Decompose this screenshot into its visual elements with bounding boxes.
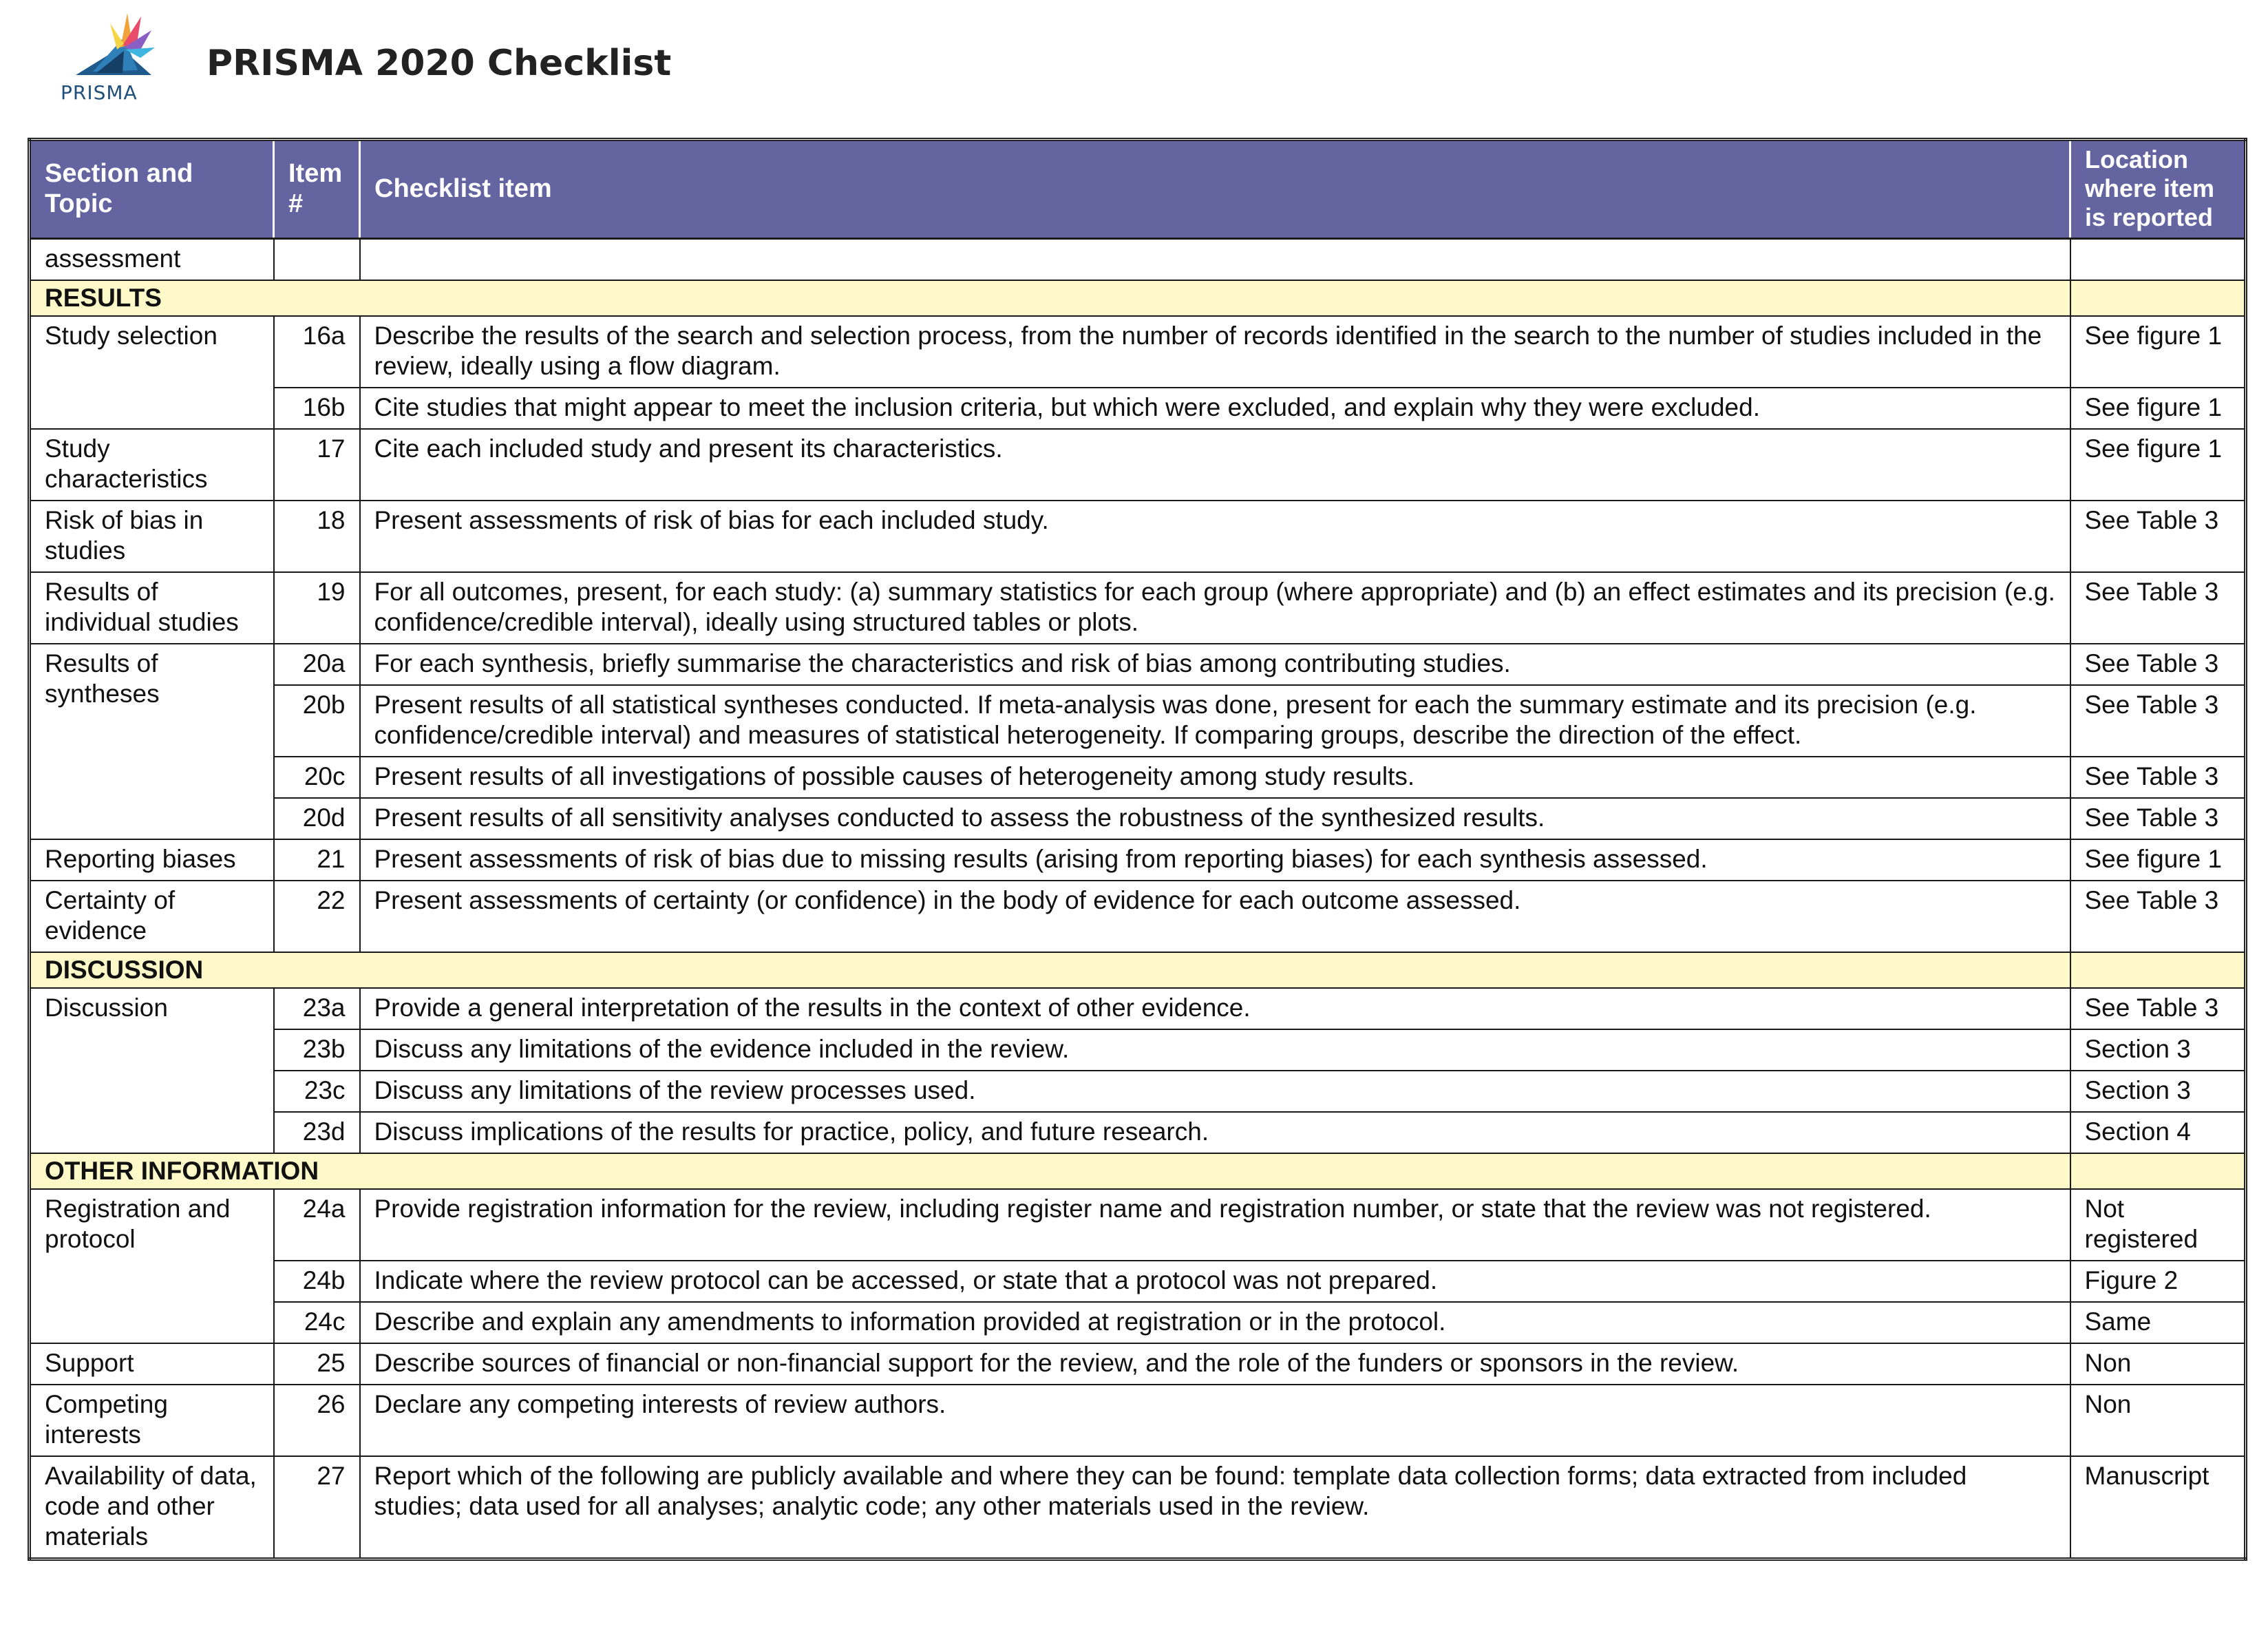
checklist-text-cell: Describe and explain any amendments to information provided at registration or in the protocol. bbox=[360, 1302, 2070, 1343]
checklist-text-cell: Discuss implications of the results for practice, policy, and future research. bbox=[360, 1112, 2070, 1153]
table-row bbox=[30, 1261, 2246, 1302]
checklist-text-cell: Cite each included study and present its characteristics. bbox=[360, 429, 2070, 501]
section-heading-fill bbox=[2070, 952, 2246, 988]
table-row bbox=[30, 1189, 2246, 1261]
table-row bbox=[30, 1029, 2246, 1071]
checklist-table bbox=[28, 138, 2247, 1561]
location-cell: Section 3 bbox=[2070, 1029, 2246, 1071]
checklist-text-cell: Present assessments of certainty (or confidence) in the body of evidence for each outcome assessed. bbox=[360, 881, 2070, 952]
item-number-cell: 16b bbox=[274, 388, 360, 429]
topic-cell: assessment bbox=[30, 239, 274, 281]
location-cell: See Table 3 bbox=[2070, 685, 2246, 757]
topic-cell: Reporting biases bbox=[30, 839, 274, 881]
checklist-text-cell: Present assessments of risk of bias for each included study. bbox=[360, 501, 2070, 572]
section-heading-label: DISCUSSION bbox=[30, 952, 2070, 988]
location-cell: See figure 1 bbox=[2070, 388, 2246, 429]
item-number-cell: 23d bbox=[274, 1112, 360, 1153]
topic-cell: Results of syntheses bbox=[30, 644, 274, 839]
table-row bbox=[30, 644, 2246, 685]
location-cell: See Table 3 bbox=[2070, 644, 2246, 685]
location-cell: See figure 1 bbox=[2070, 429, 2246, 501]
item-number-cell: 24a bbox=[274, 1189, 360, 1261]
item-number-cell: 17 bbox=[274, 429, 360, 501]
checklist-text-cell: Describe the results of the search and selection process, from the number of records identified in the search to the number of studies included in the review, ideally using a flow diagram. bbox=[360, 316, 2070, 388]
topic-cell: Study characteristics bbox=[30, 429, 274, 501]
topic-cell: Study selection bbox=[30, 316, 274, 429]
checklist-text-cell: Present assessments of risk of bias due to missing results (arising from reporting biases) for each synthesis assessed. bbox=[360, 839, 2070, 881]
item-number-cell: 19 bbox=[274, 572, 360, 644]
table-row bbox=[30, 1343, 2246, 1385]
table-row bbox=[30, 757, 2246, 798]
table-row bbox=[30, 1385, 2246, 1456]
location-cell: Non bbox=[2070, 1385, 2246, 1456]
location-cell bbox=[2070, 239, 2246, 281]
location-cell: See Table 3 bbox=[2070, 757, 2246, 798]
item-number-cell: 23c bbox=[274, 1071, 360, 1112]
location-cell: Same bbox=[2070, 1302, 2246, 1343]
section-heading-other-information bbox=[30, 1153, 2246, 1189]
column-header-section-topic: Section and Topic bbox=[30, 140, 274, 239]
checklist-text-cell: Report which of the following are publicly available and where they can be found: template data collection forms; data extracted from included studies; data used for all analyses; analytic code; any other materials used in the review. bbox=[360, 1456, 2070, 1559]
topic-cell: Discussion bbox=[30, 988, 274, 1153]
checklist-text-cell: Provide a general interpretation of the results in the context of other evidence. bbox=[360, 988, 2070, 1029]
logo-wordmark: PRISMA bbox=[61, 81, 138, 104]
checklist-text-cell: For each synthesis, briefly summarise the characteristics and risk of bias among contributing studies. bbox=[360, 644, 2070, 685]
table-row bbox=[30, 1071, 2246, 1112]
item-number-cell: 20d bbox=[274, 798, 360, 839]
topic-cell: Risk of bias in studies bbox=[30, 501, 274, 572]
item-number-cell: 22 bbox=[274, 881, 360, 952]
item-number-cell bbox=[274, 239, 360, 281]
location-cell: See figure 1 bbox=[2070, 316, 2246, 388]
column-header-item-number: Item # bbox=[274, 140, 360, 239]
checklist-text-cell: Cite studies that might appear to meet the inclusion criteria, but which were excluded, and explain why they were excluded. bbox=[360, 388, 2070, 429]
item-number-cell: 18 bbox=[274, 501, 360, 572]
location-cell: Section 3 bbox=[2070, 1071, 2246, 1112]
document-header bbox=[55, 10, 1019, 113]
section-heading-discussion bbox=[30, 952, 2246, 988]
item-number-cell: 20c bbox=[274, 757, 360, 798]
section-heading-label: OTHER INFORMATION bbox=[30, 1153, 2070, 1189]
table-row bbox=[30, 881, 2246, 952]
table-row bbox=[30, 1456, 2246, 1559]
location-cell: See Table 3 bbox=[2070, 988, 2246, 1029]
location-cell: See Table 3 bbox=[2070, 881, 2246, 952]
table-header-row bbox=[30, 140, 2246, 239]
checklist-text-cell: Present results of all statistical syntheses conducted. If meta-analysis was done, present for each the summary estimate and its precision (e.g. confidence/credible interval) and measures of statistical heterogeneity. If comparing groups, describe the direction of the effect. bbox=[360, 685, 2070, 757]
topic-cell: Availability of data, code and other materials bbox=[30, 1456, 274, 1559]
checklist-text-cell bbox=[360, 239, 2070, 281]
checklist-text-cell: Provide registration information for the review, including register name and registration number, or state that the review was not registered. bbox=[360, 1189, 2070, 1261]
item-number-cell: 21 bbox=[274, 839, 360, 881]
table-row bbox=[30, 839, 2246, 881]
location-cell: See Table 3 bbox=[2070, 798, 2246, 839]
location-cell: Section 4 bbox=[2070, 1112, 2246, 1153]
table-row bbox=[30, 572, 2246, 644]
page-title: PRISMA 2020 Checklist bbox=[206, 43, 672, 84]
table-row bbox=[30, 501, 2246, 572]
section-heading-fill bbox=[2070, 280, 2246, 316]
location-cell: See Table 3 bbox=[2070, 572, 2246, 644]
item-number-cell: 20b bbox=[274, 685, 360, 757]
checklist-text-cell: Describe sources of financial or non-financial support for the review, and the role of the funders or sponsors in the review. bbox=[360, 1343, 2070, 1385]
column-header-location: Location where item is reported bbox=[2070, 140, 2246, 239]
checklist-text-cell: Declare any competing interests of review authors. bbox=[360, 1385, 2070, 1456]
checklist-text-cell: Discuss any limitations of the review processes used. bbox=[360, 1071, 2070, 1112]
item-number-cell: 23a bbox=[274, 988, 360, 1029]
location-cell: Non bbox=[2070, 1343, 2246, 1385]
topic-cell: Competing interests bbox=[30, 1385, 274, 1456]
table-row bbox=[30, 239, 2246, 281]
checklist-text-cell: Present results of all investigations of possible causes of heterogeneity among study results. bbox=[360, 757, 2070, 798]
checklist-text-cell: For all outcomes, present, for each study: (a) summary statistics for each group (where appropriate) and (b) an effect estimates and its precision (e.g. confidence/credible interval), ideally using structured tables or plots. bbox=[360, 572, 2070, 644]
item-number-cell: 24b bbox=[274, 1261, 360, 1302]
table-row bbox=[30, 1302, 2246, 1343]
location-cell: Manuscript bbox=[2070, 1456, 2246, 1559]
topic-cell: Support bbox=[30, 1343, 274, 1385]
prisma-bird-icon bbox=[55, 10, 158, 85]
topic-cell: Registration and protocol bbox=[30, 1189, 274, 1343]
checklist-text-cell: Indicate where the review protocol can be accessed, or state that a protocol was not prepared. bbox=[360, 1261, 2070, 1302]
location-cell: See figure 1 bbox=[2070, 839, 2246, 881]
topic-cell: Results of individual studies bbox=[30, 572, 274, 644]
table-row bbox=[30, 316, 2246, 388]
item-number-cell: 20a bbox=[274, 644, 360, 685]
item-number-cell: 24c bbox=[274, 1302, 360, 1343]
location-cell: Figure 2 bbox=[2070, 1261, 2246, 1302]
table-row bbox=[30, 988, 2246, 1029]
item-number-cell: 26 bbox=[274, 1385, 360, 1456]
item-number-cell: 27 bbox=[274, 1456, 360, 1559]
location-cell: See Table 3 bbox=[2070, 501, 2246, 572]
item-number-cell: 16a bbox=[274, 316, 360, 388]
table-row bbox=[30, 429, 2246, 501]
location-cell: Not registered bbox=[2070, 1189, 2246, 1261]
column-header-checklist-item: Checklist item bbox=[360, 140, 2070, 239]
section-heading-fill bbox=[2070, 1153, 2246, 1189]
topic-cell: Certainty of evidence bbox=[30, 881, 274, 952]
item-number-cell: 23b bbox=[274, 1029, 360, 1071]
item-number-cell: 25 bbox=[274, 1343, 360, 1385]
table-row bbox=[30, 1112, 2246, 1153]
checklist-text-cell: Discuss any limitations of the evidence included in the review. bbox=[360, 1029, 2070, 1071]
section-heading-label: RESULTS bbox=[30, 280, 2070, 316]
table-row bbox=[30, 798, 2246, 839]
checklist-text-cell: Present results of all sensitivity analyses conducted to assess the robustness of the synthesized results. bbox=[360, 798, 2070, 839]
table-row bbox=[30, 388, 2246, 429]
table-row bbox=[30, 685, 2246, 757]
section-heading-results bbox=[30, 280, 2246, 316]
prisma-logo bbox=[55, 10, 158, 113]
